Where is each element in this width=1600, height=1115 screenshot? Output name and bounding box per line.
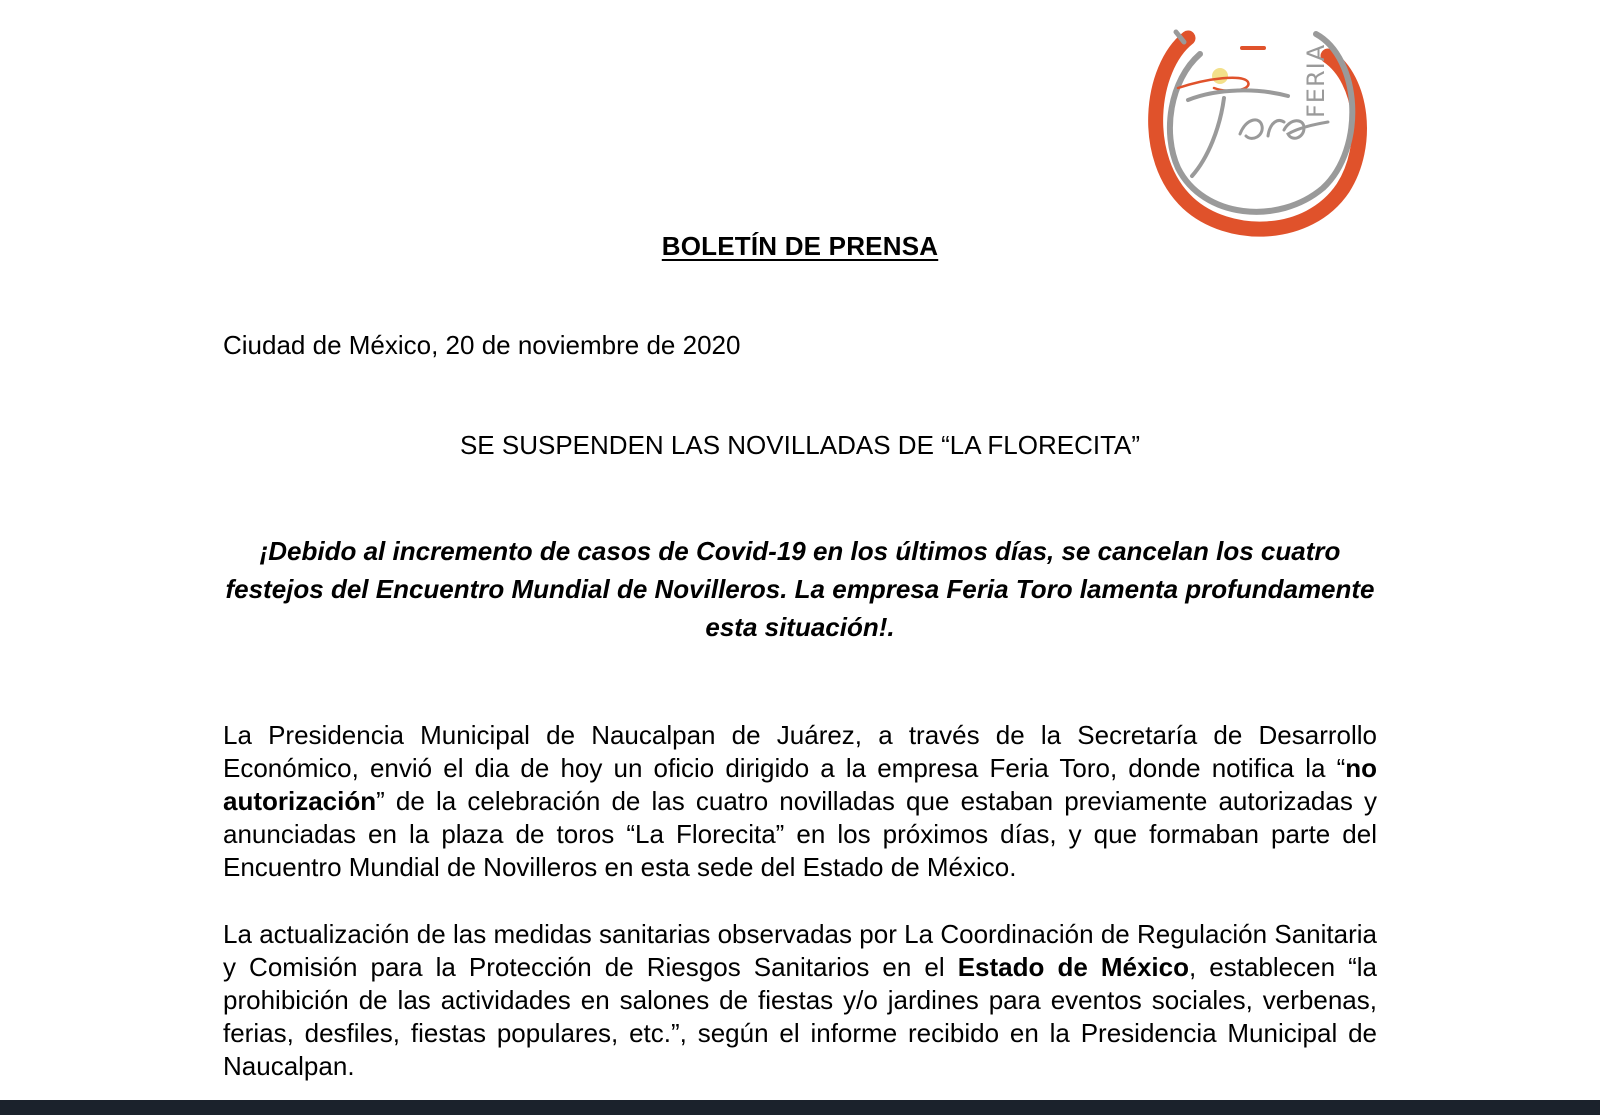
paragraph-1-bold-text: no autorización [223,753,1377,816]
paragraph-1-text-start: La Presidencia Municipal de Naucalpan de Juárez, a través de la Secretaría de Desarrollo Económico, envió el dia de hoy un oficio dirigido a la empresa Feria Toro, donde notifica la “ [223,720,1377,783]
lead-paragraph: ¡Debido al incremento de casos de Covid-19 en los últimos días, se cancelan los cuatro festejos del Encuentro Mundial de Novilleros. La empresa Feria Toro lamenta profundamente esta situación!. [225,536,1375,642]
paragraph-2-text-start: La actualización de las medidas sanitarias observadas por La Coordinación de Regulación Sanitaria y Comisión para la Protección de Riesgos Sanitarios en el [223,919,1377,982]
feria-toro-logo [1148,18,1378,243]
logo-feria-text: FERIA [1302,43,1330,118]
bottom-bar [0,1100,1600,1115]
press-release-heading: BOLETÍN DE PRENSA [661,231,939,261]
paragraph-2-bold-text: Estado de México [957,952,1189,982]
body-paragraph-1 [223,719,1377,884]
body-paragraph-2 [223,918,1377,1083]
dateline: Ciudad de México, 20 de noviembre de 2020 [223,330,741,360]
feria-toro-logo-graphic [1148,18,1378,243]
paragraph-2-text-end: , establecen “la prohibición de las actividades en salones de fiestas y/o jardines para eventos sociales, verbenas, ferias, desfiles, fiestas populares, etc.”, según el informe recibido en la Presidencia Municipal de Naucalpan. [223,952,1377,1081]
paragraph-1-text-end: ” de la celebración de las cuatro novilladas que estaban previamente autorizadas y anunciadas en la plaza de toros “La Florecita” en los próximos días, y que formaban parte del Encuentro Mundial de Novilleros en esta sede del Estado de México. [223,786,1377,882]
headline: SE SUSPENDEN LAS NOVILLADAS DE “LA FLORECITA” [459,430,1141,460]
